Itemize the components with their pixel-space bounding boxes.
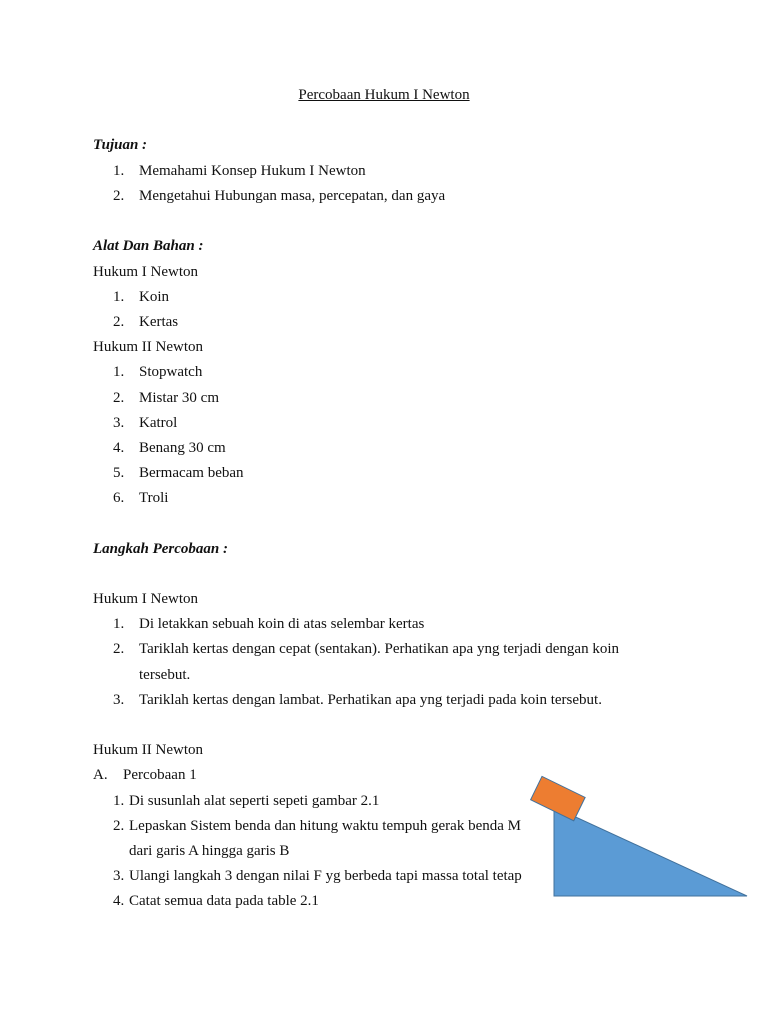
list-number: 4. <box>113 440 125 456</box>
list-number: 6. <box>113 490 125 506</box>
list-item: Kertas <box>139 314 179 330</box>
list-number: 4. <box>113 893 125 909</box>
list-item: Bermacam beban <box>139 465 244 481</box>
list-number: 3. <box>113 415 125 431</box>
list-item: Stopwatch <box>139 364 203 380</box>
list-number: 2. <box>113 390 125 406</box>
alat-hukum1-label: Hukum I Newton <box>93 264 198 280</box>
inclined-plane-figure <box>530 765 755 905</box>
alat-hukum2-label: Hukum II Newton <box>93 339 203 355</box>
list-number: 2. <box>113 314 125 330</box>
list-item: Tariklah kertas dengan cepat (sentakan). Perhatikan apa yng terjadi dengan koin <box>139 641 620 657</box>
list-item-continuation: dari garis A hingga garis B <box>129 843 290 859</box>
list-number: 2. <box>113 818 125 834</box>
page-title: Percobaan Hukum I Newton <box>298 87 470 103</box>
ramp-triangle <box>554 807 747 896</box>
list-item: Mistar 30 cm <box>139 390 219 406</box>
list-number: 2. <box>113 641 125 657</box>
list-number: 1. <box>113 163 125 179</box>
list-number: 3. <box>113 692 125 708</box>
list-item: Memahami Konsep Hukum I Newton <box>139 163 366 179</box>
list-number: 1. <box>113 364 125 380</box>
sub-label: Percobaan 1 <box>123 767 197 783</box>
alat-heading: Alat Dan Bahan : <box>93 238 204 254</box>
list-item: Koin <box>139 289 169 305</box>
langkah-hukum2-label: Hukum II Newton <box>93 742 203 758</box>
list-item: Lepaskan Sistem benda dan hitung waktu tempuh gerak benda M <box>129 818 521 834</box>
list-number: 2. <box>113 188 125 204</box>
list-number: 1. <box>113 616 125 632</box>
list-item: Di letakkan sebuah koin di atas selembar kertas <box>139 616 425 632</box>
langkah-hukum1-label: Hukum I Newton <box>93 591 198 607</box>
list-item: Tariklah kertas dengan lambat. Perhatikan apa yng terjadi pada koin tersebut. <box>139 692 602 708</box>
list-number: 3. <box>113 868 125 884</box>
list-item: Benang 30 cm <box>139 440 226 456</box>
list-item: Katrol <box>139 415 178 431</box>
list-item: Catat semua data pada table 2.1 <box>129 893 319 909</box>
list-number: 5. <box>113 465 125 481</box>
tujuan-heading: Tujuan : <box>93 137 148 153</box>
list-item: Mengetahui Hubungan masa, percepatan, dan gaya <box>139 188 446 204</box>
sub-letter: A. <box>93 767 108 783</box>
list-number: 1. <box>113 289 125 305</box>
list-item: Di susunlah alat seperti sepeti gambar 2.1 <box>129 793 380 809</box>
list-item: Ulangi langkah 3 dengan nilai F yg berbeda tapi massa total tetap <box>129 868 522 884</box>
list-item-continuation: tersebut. <box>139 667 191 683</box>
list-number: 1. <box>113 793 125 809</box>
list-item: Troli <box>139 490 169 506</box>
langkah-heading: Langkah Percobaan : <box>93 541 228 557</box>
